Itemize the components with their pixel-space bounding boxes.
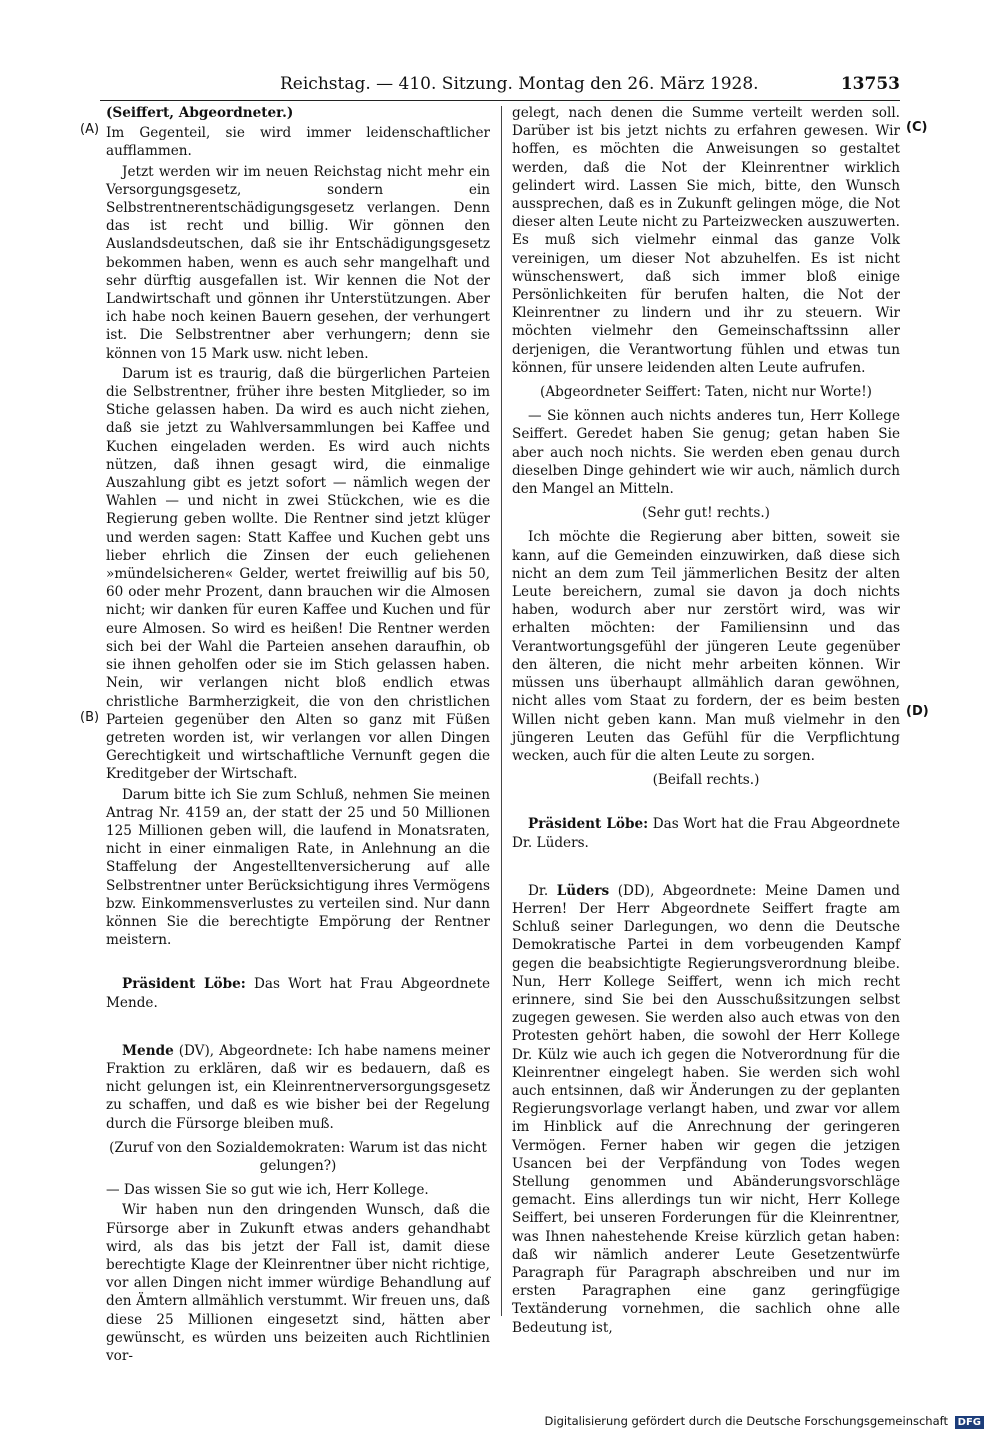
page-header — [100, 70, 900, 101]
speech-opening: Mende (DV), Abgeordnete: Ich habe namens meiner Fraktion zu erklären, daß wir es bedauern, daß es nicht gelungen ist, ein Kleinrentnerversorgungsgesetz zu schaffen, und daß es wie bisher bei der Regelung durch die Fürsorge bleiben muß. — [106, 1042, 490, 1132]
applause-note: (Sehr gut! rechts.) — [642, 505, 770, 522]
speaker-name: Lüders — [556, 882, 610, 899]
right-column — [512, 104, 900, 1339]
paragraph: Jetzt werden wir im neuen Reichstag nicht mehr ein Versorgungsgesetz, sondern ein Selbstrentnerentschädigungsgesetz verlangen. Denn das ist recht und billig. Wir gönnen den Auslandsdeutschen, daß sie ihr Entschädigungsgesetz bekommen haben, wenn es auch sehr mangelhaft und sehr dürftig ausgefallen ist. Wir kennen die Not der Landwirtschaft und gönnen ihr Unterstützungen. Aber ich habe noch keinen Bauern gesehen, der verhungert ist. Die Selbstrentner aber verhungern; denn sie können von 15 Mark usw. nicht leben. — [106, 163, 490, 362]
speaker-continuation: (Seiffert, Abgeordneter.) — [106, 105, 294, 121]
margin-marker-c: (C) — [906, 120, 928, 135]
paragraph: Darum bitte ich Sie zum Schluß, nehmen Sie meinen Antrag Nr. 4159 an, der statt der 25 und 50 Millionen 125 Millionen geben will, die laufend in Monatsraten, nicht in einer einmaligen Rate, in Anlehnung an die Staffelung der Angestelltenversicherung auf alle Selbstrentner unter Berücksichtigung ihres Vermögens bzw. Einkommensverlustes zu verteilen sind. Nur dann können Sie die berechtigte Empörung der Rentner meistern. — [106, 786, 490, 949]
margin-marker-d: (D) — [906, 704, 929, 719]
president-statement: Präsident Löbe: Das Wort hat Frau Abgeordnete Mende. — [106, 976, 491, 1011]
paragraph: Ich möchte die Regierung aber bitten, soweit sie kann, auf die Gemeinden einzuwirken, daß diese sich nicht an dem zum Teil jämmerlichen Besitz der alten Leute bereichern, zumal sie davon ja doch nichts haben, wodurch aber nur zerstört wird, was wir erhalten möchten: der Familiensinn und das Verantwortungsgefühl der jüngeren Leute gegenüber den älteren, die nicht mehr arbeiten können. Wir müssen uns überhaupt allmählich daran gewöhnen, nicht alles vom Staat zu fordern, der es beim besten Willen nicht geben kann. Man muß vielmehr in den jüngeren Leuten das Gefühl für die Verpflichtung wecken, auch für die alten Leute zu sorgen. — [512, 529, 900, 764]
paragraph: — Sie können auch nichts anderes tun, Herr Kollege Seiffert. Geredet haben Sie genug; getan haben Sie aber auch noch nichts. Sie werden eben genau durch dieselben Dinge gehindert wie wir auch, nämlich durch den Mangel an Mitteln. — [512, 408, 900, 498]
speaker-name: Mende — [122, 1042, 174, 1059]
president-statement: Präsident Löbe: Das Wort hat die Frau Abgeordnete Dr. Lüders. — [512, 816, 900, 851]
paragraph: Wir haben nun den dringenden Wunsch, daß die Fürsorge aber in Zukunft etwas anders gehandhabt wird, als das bis jetzt der Fall ist, damit diese berechtigte Klage der Kleinrentner über nicht richtige, vor allen Dingen nicht immer würdige Behandlung auf den Ämtern allmählich verstummt. Wir freuen uns, daß diese 25 Millionen eingesetzt sind, hätten aber gewünscht, es würden uns beizeiten auch Richtlinien vor- — [106, 1202, 490, 1364]
paragraph: Im Gegenteil, sie wird immer leidenschaftlicher aufflammen. — [106, 125, 490, 160]
paragraph: Darum ist es traurig, daß die bürgerlichen Parteien die Selbstrentner, früher ihre besten Mitglieder, so im Stiche gelassen haben. Da wird es auch nicht ziehen, daß sie jetzt zu Wahlversammlungen bei Kaffee und Kuchen eingeladen werden. Es wird auch nichts nützen, daß ihnen gesagt wird, die einmalige Auszahlung gibt es jetzt sofort — nämlich wegen der Wahlen — und nicht in zwei Stückchen, wie es die Regierung geben wollte. Die Rentner sind jetzt klüger und werden sagen: Statt Kaffee und Kuchen gebt uns lieber ehrlich die Zinsen der euch geliehenen »mündelsicheren« Gelder, wertet freiwillig auf bis 50, 60 oder mehr Prozent, dann brauchen wir die Almosen nicht; wir danken für euren Kaffee und Kuchen und für eure Almosen. So wird es heißen! Die Rentner werden sich bei der Wahl die Parteien ansehen daraufhin, ob sie ihnen geholfen oder sie im Stich gelassen haben. Nein, wir verlangen nicht bloß endlich etwas christliche Barmherzigkeit, die von den christlichen Parteien gegenüber den Alten so ganz mit Füßen getreten worden ist, wir verlangen vor allen Dingen Gerechtigkeit und wirtschaftliche Vernunft gegen die Kreditgeber der Wirtschaft. — [106, 365, 490, 783]
speech-opening: Dr. Lüders (DD), Abgeordnete: Meine Damen und Herren! Der Herr Abgeordnete Seiffert fragte am Schluß seiner Darlegungen, wo denn die Deutsche Demokratische Partei in dem vorbeugenden Kampf gegen die beabsichtigte Regierungsverordnung bleibe. Nun, Herr Kollege Seiffert, wenn ich mich recht erinnere, sind Sie bei den Ausschußsitzungen selbst zugegen gewesen. Sie werden also auch etwas von den Protesten gehört haben, die sowohl der Herr Kollege Dr. Külz wie auch ich gegen die Notverordnung für die Kleinrentner eingelegt haben. Sie werden sich wohl auch entsinnen, daß wir Änderungen zu der geplanten Regierungsvorlage verlangt haben, und zwar vor allem im Hinblick auf die Anrechnung der geringeren Vermögen. Ferner haben wir gegen die jetzigen Usancen bei der Verpfändung von Todes wegen Stellung genommen und Abänderungsvorschläge gemacht. Eins allerdings tun wir nicht, Herr Kollege Seiffert, bei unseren Forderungen für die Kleinrentner, was Ihnen nahestehende Kreise kürzlich getan haben: daß wir nämlich anderer Leute Gesetzentwürfe Paragraph für Paragraph abschreiben und nur im ersten Paragraphen eine ganz geringfügige Textänderung vornehmen, die sachlich ohne alle Bedeutung ist, — [512, 882, 900, 1336]
footer-text: Digitalisierung gefördert durch die Deutsche Forschungsgemeinschaft — [544, 1414, 948, 1428]
footer-credit — [545, 1414, 984, 1429]
column-divider — [501, 106, 502, 1316]
left-column — [106, 104, 490, 1367]
page-number: 13753 — [840, 74, 900, 94]
header-title: Reichstag. — 410. Sitzung. Montag den 26. März 1928. — [280, 74, 759, 94]
applause-note: (Beifall rechts.) — [652, 772, 760, 789]
margin-marker-a: (A) — [80, 122, 100, 137]
interjection: (Zuruf von den Sozialdemokraten: Warum ist das nicht gelungen?) — [109, 1139, 487, 1174]
paragraph: gelegt, nach denen die Summe verteilt werden soll. Darüber ist bis jetzt nichts zu erfahren gewesen. Wir hoffen, es möchten die Anweisungen so gestaltet werden, daß die Not der Kleinrentner wirklich gelindert wird. Lassen Sie mich, bitte, den Wunsch aussprechen, daß es in Zukunft gelingen möge, die Not dieser alten Leute nicht zu Parteizwecken auszuwerten. Es muß sich vielmehr einmal das ganze Volk vereinigen, um dieser Not abzuhelfen. Es ist nicht wünschenswert, daß sich immer bloß einige Persönlichkeiten für berufen halten, die Not der Kleinrentner zu lindern und ihr zu steuern. Wir möchten vielmehr den Gemeinschaftssinn aller derjenigen, die Verantwortung fühlen und etwas tun können, für unsere leidenden alten Leute aufrufen. — [512, 105, 900, 376]
dfg-logo: DFG — [955, 1416, 984, 1429]
speaker-name: Präsident Löbe: — [528, 816, 649, 833]
speaker-name: Präsident Löbe: — [122, 976, 246, 993]
margin-marker-b: (B) — [80, 710, 100, 725]
paragraph: — Das wissen Sie so gut wie ich, Herr Kollege. — [106, 1182, 429, 1199]
interjection: (Abgeordneter Seiffert: Taten, nicht nur Worte!) — [540, 384, 872, 401]
